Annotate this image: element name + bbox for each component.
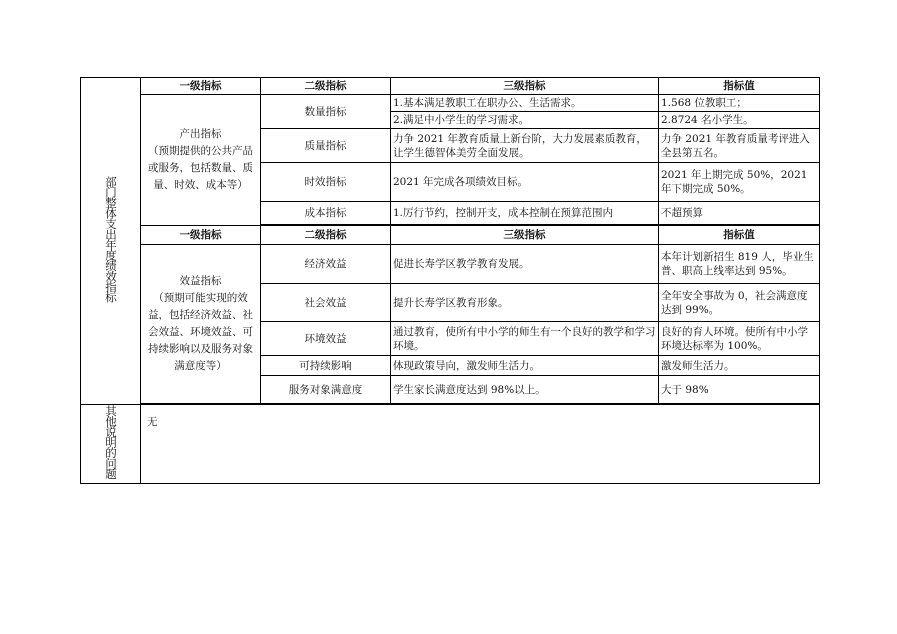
header-level1: 一级指标: [141, 226, 261, 245]
value-cell: 良好的育人环境。使所有中小学环境达标率为 100%。: [659, 322, 820, 356]
table-header-row: [81, 78, 820, 95]
side-label-cell: [81, 78, 141, 405]
level2-cell: 数量指标: [261, 95, 391, 129]
level2-cell: 社会效益: [261, 284, 391, 322]
level3-cell: 提升长寿学区教育形象。: [391, 284, 659, 322]
header-value: 指标值: [659, 78, 820, 95]
effect-level1-cell: [141, 245, 261, 404]
level3-cell: 体现政策导向，激发师生活力。: [391, 356, 659, 376]
level2-cell: 成本指标: [261, 202, 391, 225]
table-header-row: [81, 226, 820, 245]
table-row: [81, 245, 820, 284]
value-cell: 1.568 位教职工；: [659, 95, 820, 112]
other-label-cell: [81, 405, 141, 484]
level2-cell: 经济效益: [261, 245, 391, 284]
value-cell: 不超预算: [659, 202, 820, 225]
value-cell: 2.8724 名小学生。: [659, 112, 820, 129]
header-level3: 三级指标: [391, 78, 659, 95]
value-cell: 2021 年上期完成 50%，2021 年下期完成 50%。: [659, 163, 820, 202]
header-level3: 三级指标: [391, 226, 659, 245]
performance-indicator-table: [80, 77, 820, 484]
other-value: 无: [141, 405, 820, 484]
value-cell: 力争 2021 年教育质量考评进入全县第五名。: [659, 129, 820, 163]
level2-cell: 环境效益: [261, 322, 391, 356]
level3-cell: 2.满足中小学生的学习需求。: [391, 112, 659, 129]
side-label: 部门整体支出年度绩效指标: [104, 176, 118, 302]
level3-cell: 学生家长满意度达到 98%以上。: [391, 376, 659, 404]
header-level1: 一级指标: [141, 78, 261, 95]
value-cell: 激发师生活力。: [659, 356, 820, 376]
output-level1-desc: （预期提供的公共产品或服务，包括数量、质量、时效、成本等）: [148, 145, 253, 191]
header-level2: 二级指标: [261, 226, 391, 245]
level3-cell: 通过教育，使所有中小学的师生有一个良好的教学和学习环境。: [391, 322, 659, 356]
level2-cell: 可持续影响: [261, 356, 391, 376]
level3-cell: 1.厉行节约，控制开支，成本控制在预算范围内: [391, 202, 659, 225]
table-row: [81, 95, 820, 112]
header-level2: 二级指标: [261, 78, 391, 95]
other-label: 其他说明的问题: [104, 405, 118, 479]
value-cell: 大于 98%: [659, 376, 820, 404]
header-value: 指标值: [659, 226, 820, 245]
level2-cell: 质量指标: [261, 129, 391, 163]
other-notes-row: [81, 405, 820, 484]
level3-cell: 力争 2021 年教育质量上新台阶，大力发展素质教育，让学生德智体美劳全面发展。: [391, 129, 659, 163]
level3-cell: 1.基本满足教职工在职办公、生活需求。: [391, 95, 659, 112]
level3-cell: 2021 年完成各项绩效目标。: [391, 163, 659, 202]
output-level1-title: 产出指标: [179, 128, 222, 140]
value-cell: 本年计划新招生 819 人，毕业生普、职高上线率达到 95%。: [659, 245, 820, 284]
level2-cell: 服务对象满意度: [261, 376, 391, 404]
value-cell: 全年安全事故为 0，社会满意度达到 99%。: [659, 284, 820, 322]
effect-level1-title: 效益指标: [179, 275, 222, 287]
level3-cell: 促进长寿学区教学教育发展。: [391, 245, 659, 284]
output-level1-cell: [141, 95, 261, 226]
effect-level1-desc: （预期可能实现的效益，包括经济效益、社会效益、环境效益、可持续影响以及服务对象满意度等）: [148, 292, 253, 372]
level2-cell: 时效指标: [261, 163, 391, 202]
